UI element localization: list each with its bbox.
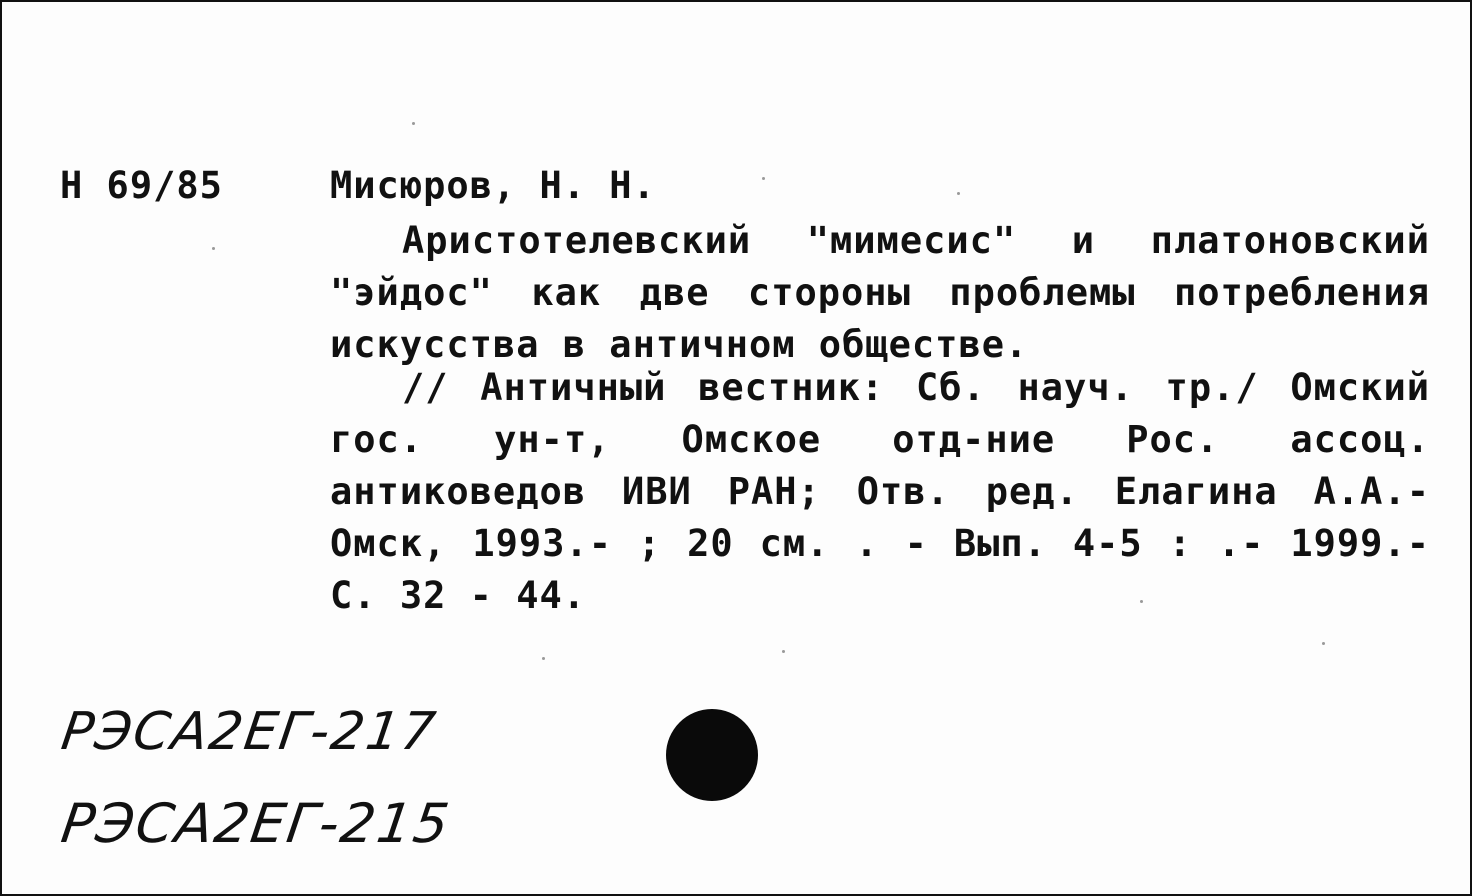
author-name: Мисюров, Н. Н. (330, 164, 656, 207)
title-text: Аристотелевский "мимесис" и платоновский "эйдос" как две стороны проблемы потребления искусства в античном обществе. (330, 219, 1430, 366)
dust-speck (412, 122, 415, 125)
punch-hole (666, 709, 758, 801)
dust-speck (1322, 642, 1325, 645)
dust-speck (762, 177, 765, 180)
title-paragraph (330, 215, 1430, 371)
shelfmark: Н 69/85 (60, 164, 223, 207)
dust-speck (957, 192, 960, 195)
dust-speck (542, 657, 545, 660)
dust-speck (782, 650, 785, 653)
handwritten-code-2: РЭСА2ЕГ-215 (57, 792, 455, 855)
handwritten-code-1: РЭСА2ЕГ-217 (57, 702, 441, 762)
source-text: // Античный вестник: Сб. науч. тр./ Омский гос. ун-т, Омское отд-ние Рос. ассоц. антиковедов ИВИ РАН; Отв. ред. Елагина А.А.- Омск, 1993.- ; 20 см. . - Вып. 4-5 : .- 1999.-С. 32 - 44. (330, 366, 1430, 617)
dust-speck (1140, 600, 1143, 603)
source-paragraph (330, 362, 1430, 622)
dust-speck (212, 247, 215, 250)
